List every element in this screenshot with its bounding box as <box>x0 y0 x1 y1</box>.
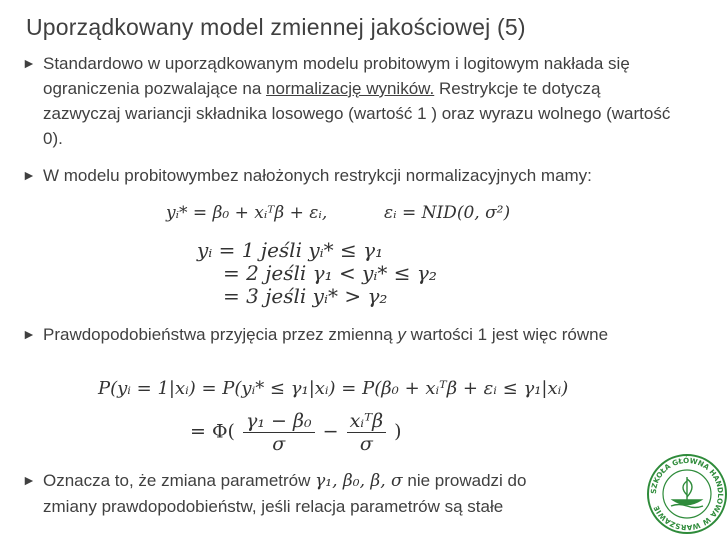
bullet-arrow-icon: ► <box>22 472 36 488</box>
probability-cdf <box>190 410 402 455</box>
slide-title: Uporządkowany model zmiennej jakościowej (5) <box>26 14 526 40</box>
fraction-gamma-beta <box>243 410 315 455</box>
bullet-probability <box>22 322 682 347</box>
bullet1-text-before: Standardowo w uporządkowanym modelu probitowym i logitowym nakłada się ograniczenia pozwalające na <box>43 54 630 98</box>
bullet2-text: W modelu probitowymbez nałożonych restrykcji normalizacyjnych mamy: <box>43 166 592 185</box>
bullet-conclusion <box>22 468 642 519</box>
bullet3-text-before: Prawdopodobieństwa przyjęcia przez zmienną <box>43 325 398 344</box>
phi-open: = Φ( <box>190 420 235 443</box>
case-3: = 3 jeśli yᵢ* > γ₂ <box>223 284 388 308</box>
bullet-probit-model <box>22 163 682 188</box>
bullet-normalization <box>22 51 682 151</box>
error-distribution: εᵢ = NID(0, σ²) <box>384 203 511 223</box>
case-2: = 2 jeśli γ₁ < yᵢ* ≤ γ₂ <box>223 261 437 285</box>
bullet1-text-after: Restrykcje te dotyczą zazwyczaj wariancji składnika losowego (wartość 1 ) oraz wyrazu wolnego (wartość 0). <box>43 79 671 148</box>
fraction-x-beta <box>347 410 387 455</box>
bullet4-text-mid: nie prowadzi do <box>407 471 527 490</box>
probability-equation: P(yᵢ = 1|xᵢ) = P(yᵢ* ≤ γ₁|xᵢ) = P(β₀ + xᵢᵀβ + εᵢ ≤ γ₁|xᵢ) <box>98 378 569 399</box>
model-equation: yᵢ* = β₀ + xᵢᵀβ + εᵢ, <box>166 203 328 223</box>
bullet1-underlined: normalizację wyników. <box>266 79 435 98</box>
bullet4-text-before: Oznacza to, że zmiana parametrów <box>43 471 311 490</box>
logo-ring-text: SZKOŁA GŁÓWNA HANDLOWA W WARSZAWIE <box>648 455 726 533</box>
bullet3-var: y <box>397 325 406 344</box>
phi-close: ) <box>394 420 402 443</box>
fraction-gamma-beta-numerator: γ₁ − β₀ <box>243 410 315 433</box>
minus-sign: − <box>322 420 339 443</box>
bullet-arrow-icon: ► <box>22 167 36 183</box>
fraction-gamma-beta-denominator: σ <box>272 433 286 455</box>
bullet4-text-end: zmiany prawdopodobieństw, jeśli relacja parametrów są stałe <box>43 497 504 516</box>
case-1: yᵢ = 1 jeśli yᵢ* ≤ γ₁ <box>197 238 384 262</box>
bullet3-text-after: wartości 1 jest więc równe <box>405 325 609 344</box>
ship-icon <box>671 477 703 508</box>
parameters-list: γ₁, β₀, β, σ <box>315 471 403 491</box>
sgh-logo <box>646 453 728 535</box>
fraction-x-beta-denominator: σ <box>359 433 373 455</box>
bullet-arrow-icon: ► <box>22 326 36 342</box>
fraction-x-beta-numerator: xᵢᵀβ <box>347 410 387 433</box>
bullet-arrow-icon: ► <box>22 55 36 71</box>
